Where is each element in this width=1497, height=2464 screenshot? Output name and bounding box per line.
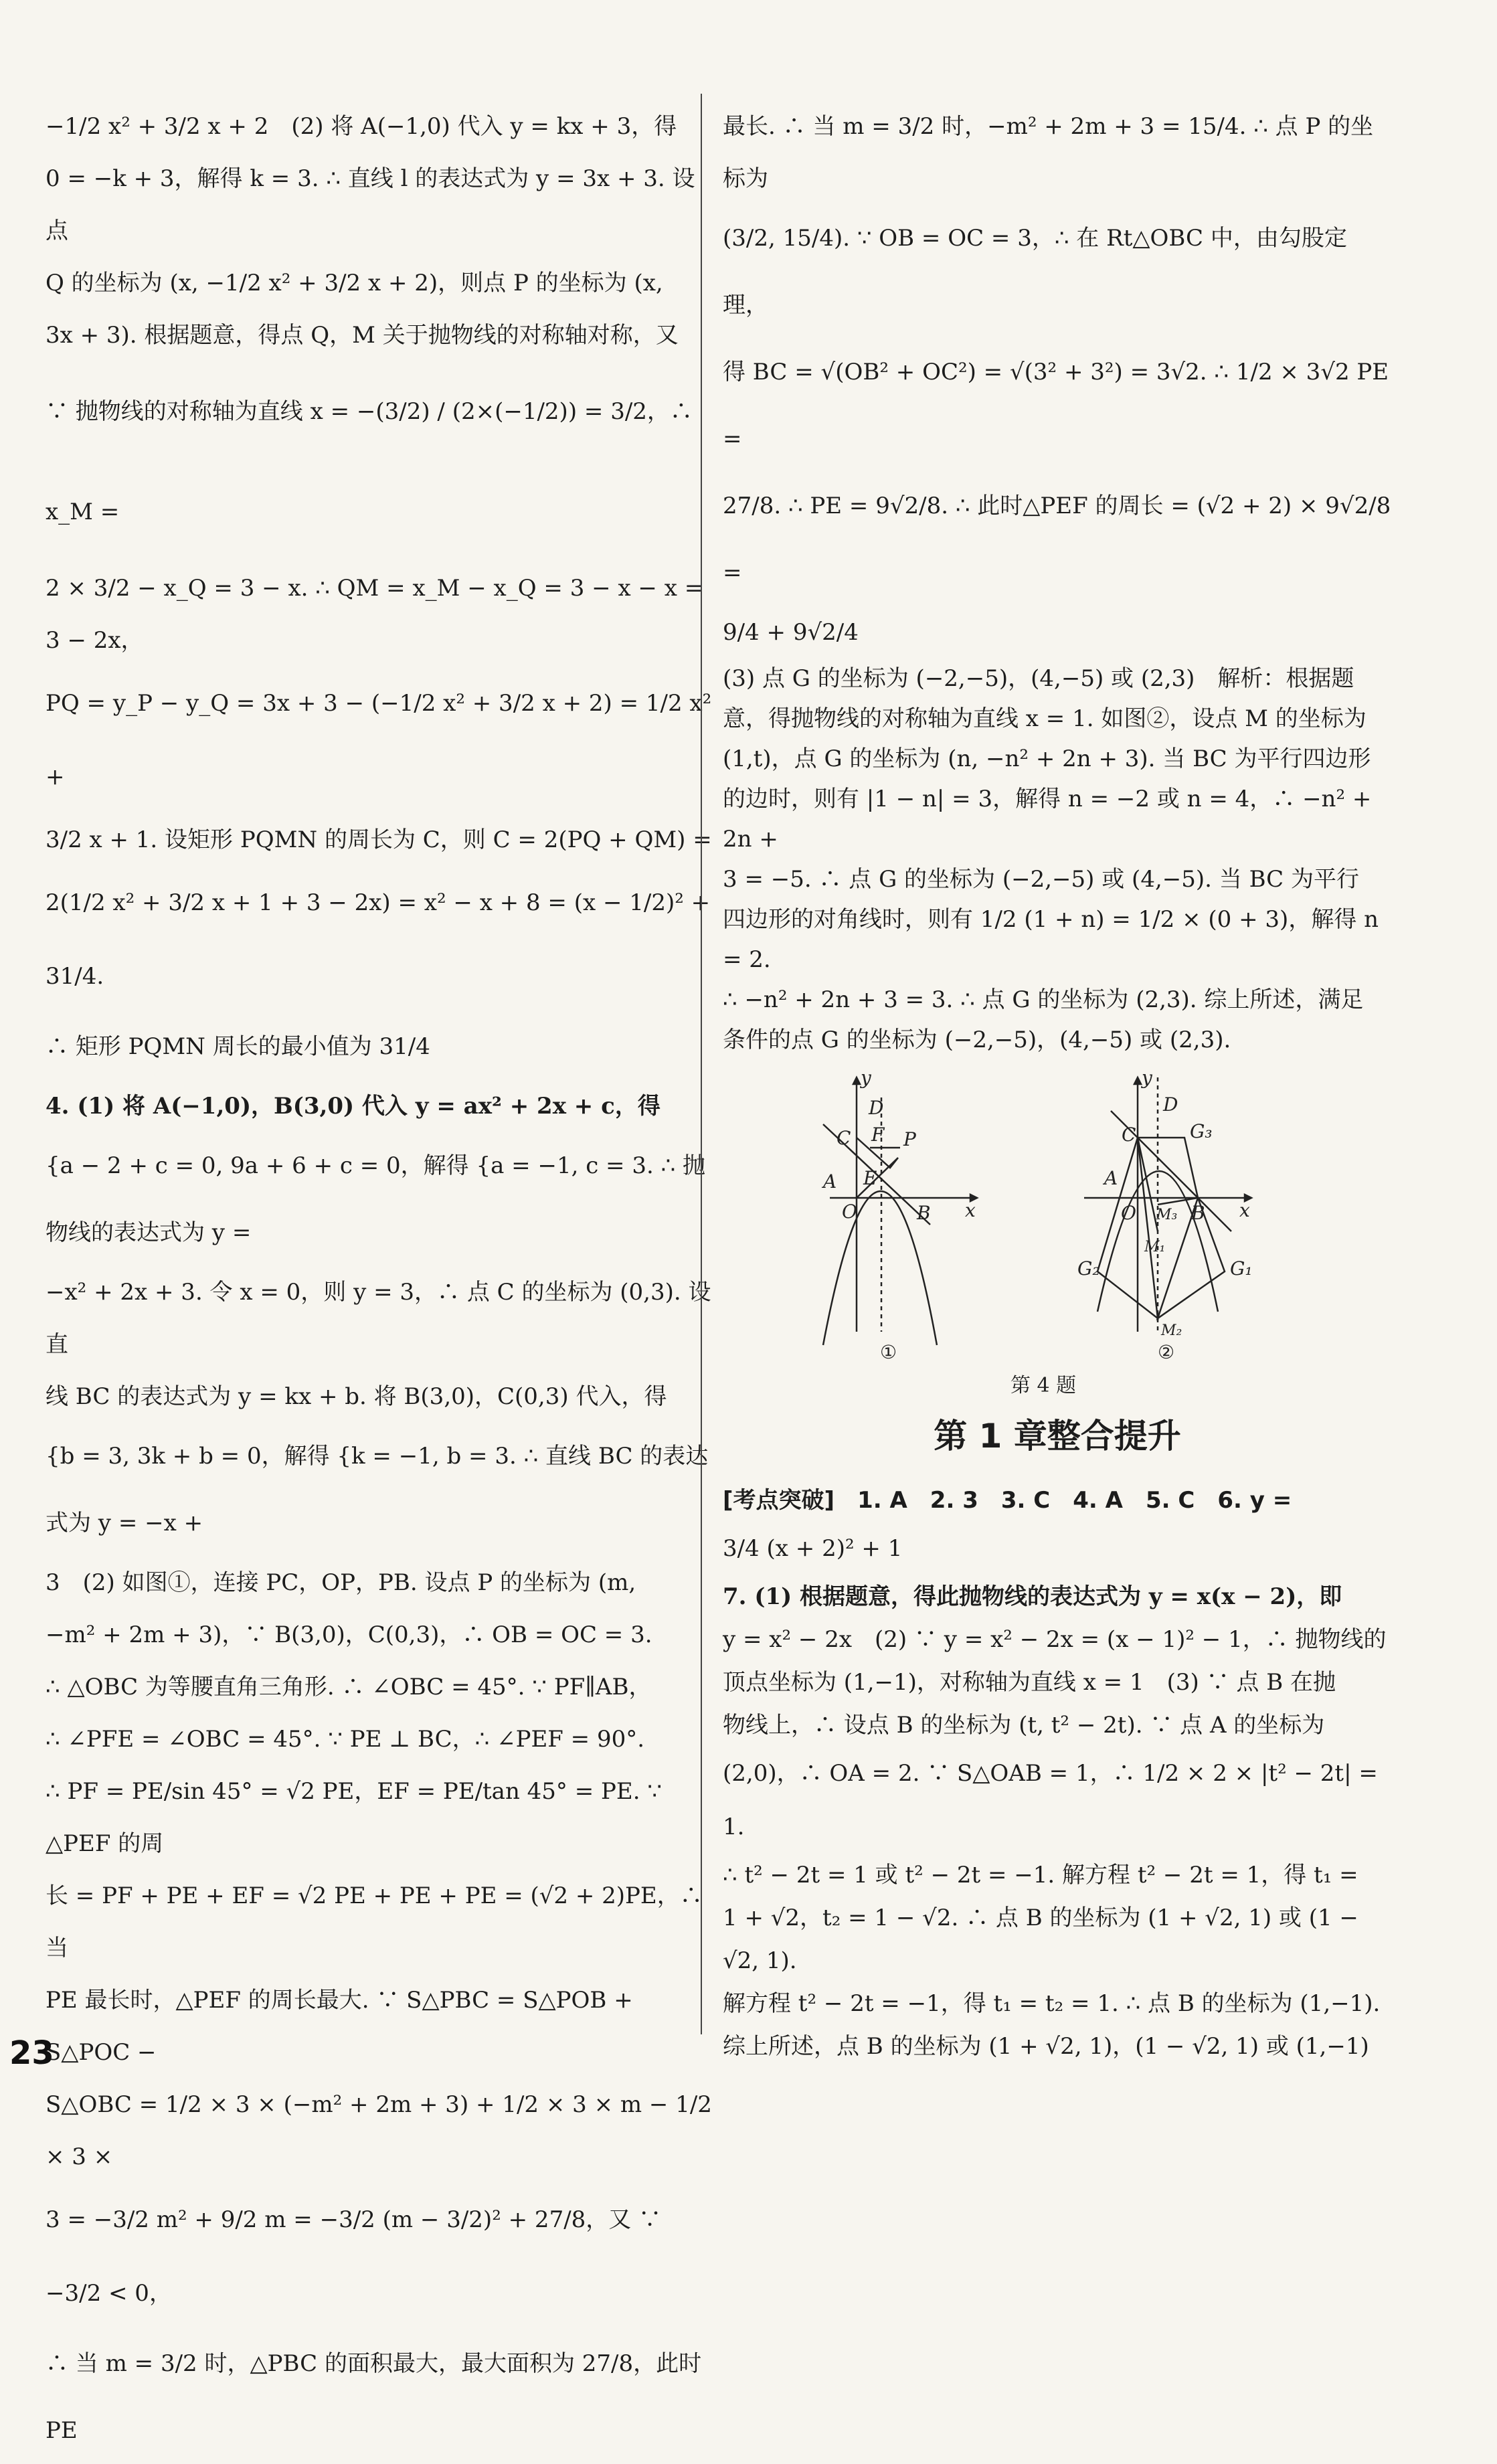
- fig2-label-c: C: [1122, 1124, 1136, 1146]
- left-line: PQ = y_P − y_Q = 3x + 3 − (−1/2 x² + 3/2 x + 2) = 1/2 x² +: [46, 690, 712, 790]
- question-4-start: 4. (1) 将 A(−1,0)，B(3,0) 代入 y = ax² + 2x + c，得: [46, 1093, 661, 1120]
- right-line: 顶点坐标为 (1,−1)，对称轴为直线 x = 1 (3) ∵ 点 B 在抛: [723, 1669, 1336, 1696]
- left-line: Q 的坐标为 (x, −1/2 x² + 3/2 x + 2)，则点 P 的坐标为 (x,: [46, 270, 663, 296]
- left-line: −1/2 x² + 3/2 x + 2 (2) 将 A(−1,0) 代入 y = kx + 3，得: [46, 113, 677, 140]
- right-line: 9/4 + 9√2/4: [723, 619, 859, 646]
- fig2-number: ②: [1158, 1341, 1175, 1363]
- fig2-label-g3: G₃: [1190, 1120, 1213, 1142]
- left-line: 3/2 x + 1. 设矩形 PQMN 的周长为 C，则 C = 2(PQ + QM) =: [46, 826, 712, 853]
- right-line: 条件的点 G 的坐标为 (−2,−5)，(4,−5) 或 (2,3).: [723, 1027, 1231, 1053]
- left-line: 线 BC 的表达式为 y = kx + b. 将 B(3,0)，C(0,3) 代入，得: [46, 1383, 667, 1410]
- left-line: PE 最长时，△PEF 的周长最大. ∵ S△PBC = S△POB + S△POC −: [46, 1987, 633, 2066]
- fig1-label-c: C: [836, 1127, 851, 1149]
- question-7-start: 7. (1) 根据题意，得此抛物线的表达式为 y = x(x − 2)，即: [723, 1583, 1342, 1610]
- right-line: 的边时，则有 |1 − n| = 3，解得 n = −2 或 n = 4，∴ −n² + 2n +: [723, 786, 1372, 853]
- left-line: ∵ 抛物线的对称轴为直线 x = −(3/2) / (2×(−1/2)) = 3/2，∴ x_M =: [46, 398, 693, 525]
- fig1-label-f: F: [871, 1124, 885, 1146]
- right-line: 27/8. ∴ PE = 9√2/8. ∴ 此时△PEF 的周长 = (√2 + 2) × 9√2/8 =: [723, 493, 1391, 586]
- fig2-label-g1: G₁: [1230, 1257, 1253, 1280]
- left-line: ∴ △OBC 为等腰直角三角形. ∴ ∠OBC = 45°. ∵ PF∥AB，: [46, 1674, 652, 1700]
- figure-4: [723, 1064, 1392, 1399]
- right-line: y = x² − 2x (2) ∵ y = x² − 2x = (x − 1)² − 1，∴ 抛物线的: [723, 1626, 1387, 1653]
- fig2-label-m3: M₃: [1156, 1207, 1178, 1223]
- page-number: 23: [9, 2034, 54, 2072]
- left-line: 长 = PF + PE + EF = √2 PE + PE + PE = (√2 + 2)PE，∴ 当: [46, 1882, 703, 1961]
- left-line: S△OBC = 1/2 × 3 × (−m² + 2m + 3) + 1/2 × 3 × m − 1/2 × 3 ×: [46, 2091, 712, 2170]
- fig1-label-x: x: [965, 1199, 976, 1221]
- fig2-label-b: B: [1191, 1202, 1205, 1224]
- right-line: (1,t)，点 G 的坐标为 (n, −n² + 2n + 3). 当 BC 为平行四边形: [723, 745, 1371, 772]
- right-line: 综上所述，点 B 的坐标为 (1 + √2, 1)，(1 − √2, 1) 或 (1,−1): [723, 2033, 1369, 2060]
- figure-caption: 第 4 题: [1010, 1374, 1077, 1397]
- parallelogram-1: [1097, 1138, 1158, 1318]
- left-line: −x² + 2x + 3. 令 x = 0，则 y = 3，∴ 点 C 的坐标为 (0,3). 设直: [46, 1279, 711, 1358]
- fig2-label-d: D: [1163, 1093, 1178, 1116]
- fig1-label-p: P: [903, 1128, 916, 1150]
- right-line: 四边形的对角线时，则有 1/2 (1 + n) = 1/2 × (0 + 3)，解得 n = 2.: [723, 906, 1379, 973]
- fig2-label-o: O: [1121, 1202, 1136, 1224]
- figure-1: [821, 1067, 977, 1363]
- fig2-label-y: y: [1142, 1067, 1152, 1089]
- right-line: 1 + √2，t₂ = 1 − √2. ∴ 点 B 的坐标为 (1 + √2, 1) 或 (1 − √2, 1).: [723, 1905, 1358, 1974]
- fig2-label-a: A: [1104, 1167, 1118, 1189]
- right-line: 解方程 t² − 2t = −1，得 t₁ = t₂ = 1. ∴ 点 B 的坐标为 (1,−1).: [723, 1990, 1381, 2017]
- right-line: (2,0)，∴ OA = 2. ∵ S△OAB = 1，∴ 1/2 × 2 × |t² − 2t| = 1.: [723, 1760, 1378, 1840]
- left-line: 3 (2) 如图①，连接 PC，OP，PB. 设点 P 的坐标为 (m,: [46, 1569, 636, 1596]
- fig2-label-m2: M₂: [1161, 1322, 1182, 1339]
- left-line: 3 = −3/2 m² + 9/2 m = −3/2 (m − 3/2)² + 27/8，又 ∵ −3/2 < 0，: [46, 2206, 662, 2307]
- y-axis-arrow: [1134, 1077, 1141, 1084]
- right-line: 3/4 (x + 2)² + 1: [723, 1535, 903, 1562]
- fig1-number: ①: [880, 1341, 897, 1363]
- fig1-label-e: E: [863, 1167, 877, 1189]
- chapter-title: 第 1 章整合提升: [934, 1417, 1181, 1456]
- right-line: 得 BC = √(OB² + OC²) = √(3² + 3²) = 3√2. ∴ 1/2 × 3√2 PE =: [723, 359, 1389, 452]
- y-axis-arrow: [853, 1077, 860, 1084]
- fig1-label-a: A: [823, 1170, 837, 1193]
- column-divider: [701, 94, 702, 2034]
- fig1-label-b: B: [917, 1202, 931, 1224]
- left-line: 2 × 3/2 − x_Q = 3 − x. ∴ QM = x_M − x_Q = 3 − x − x = 3 − 2x，: [46, 575, 704, 654]
- left-line: ∴ ∠PFE = ∠OBC = 45°. ∵ PE ⊥ BC，∴ ∠PEF = 90°.: [46, 1726, 645, 1753]
- right-line: 意，得抛物线的对称轴为直线 x = 1. 如图②，设点 M 的坐标为: [723, 705, 1367, 732]
- left-line: 0 = −k + 3，解得 k = 3. ∴ 直线 l 的表达式为 y = 3x + 3. 设点: [46, 165, 695, 244]
- figure-2: [1077, 1067, 1253, 1363]
- right-line: 3 = −5. ∴ 点 G 的坐标为 (−2,−5) 或 (4,−5). 当 BC 为平行: [723, 866, 1360, 893]
- left-line: ∴ 当 m = 3/2 时，△PBC 的面积最大，最大面积为 27/8，此时 PE: [46, 2350, 702, 2444]
- left-line: 3x + 3). 根据题意，得点 Q，M 关于抛物线的对称轴对称，又: [46, 322, 679, 349]
- left-line: {b = 3, 3k + b = 0，解得 {k = −1, b = 3. ∴ 直线 BC 的表达式为 y = −x +: [46, 1443, 709, 1536]
- right-line: (3/2, 15/4). ∵ OB = OC = 3，∴ 在 Rt△OBC 中，由勾股定理，: [723, 225, 1347, 319]
- fig1-label-o: O: [842, 1201, 857, 1223]
- left-column: [46, 100, 715, 2464]
- right-line: ∴ −n² + 2n + 3 = 3. ∴ 点 G 的坐标为 (2,3). 综上所述，满足: [723, 986, 1364, 1013]
- figure-4-diagram: [723, 1064, 1392, 1399]
- left-line: −m² + 2m + 3)，∵ B(3,0)，C(0,3)，∴ OB = OC = 3.: [46, 1621, 652, 1648]
- fig2-label-m1: M₁: [1144, 1239, 1166, 1255]
- right-line: (3) 点 G 的坐标为 (−2,−5)，(4,−5) 或 (2,3) 解析：根据题: [723, 665, 1354, 692]
- fig2-label-g2: G₂: [1077, 1257, 1100, 1280]
- left-line: ∴ 矩形 PQMN 周长的最小值为 31/4: [46, 1033, 430, 1060]
- fig1-label-y: y: [861, 1067, 871, 1089]
- left-line: ∴ PF = PE/sin 45° = √2 PE，EF = PE/tan 45° = PE. ∵ △PEF 的周: [46, 1778, 662, 1857]
- right-line: 最长. ∴ 当 m = 3/2 时，−m² + 2m + 3 = 15/4. ∴ 点 P 的坐标为: [723, 113, 1374, 192]
- fig2-label-x: x: [1239, 1199, 1250, 1221]
- fig1-label-d: D: [869, 1097, 884, 1119]
- left-line: {a − 2 + c = 0, 9a + 6 + c = 0，解得 {a = −1, c = 3. ∴ 抛物线的表达式为 y =: [46, 1152, 706, 1246]
- right-column: [723, 100, 1392, 2068]
- left-line: 2(1/2 x² + 3/2 x + 1 + 3 − 2x) = x² − x + 8 = (x − 1/2)² + 31/4.: [46, 889, 711, 990]
- answer-key-line: [考点突破] 1. A 2. 3 3. C 4. A 5. C 6. y =: [723, 1487, 1292, 1514]
- right-line: ∴ t² − 2t = 1 或 t² − 2t = −1. 解方程 t² − 2t = 1，得 t₁ =: [723, 1862, 1358, 1888]
- right-line: 物线上，∴ 设点 B 的坐标为 (t, t² − 2t). ∵ 点 A 的坐标为: [723, 1712, 1325, 1739]
